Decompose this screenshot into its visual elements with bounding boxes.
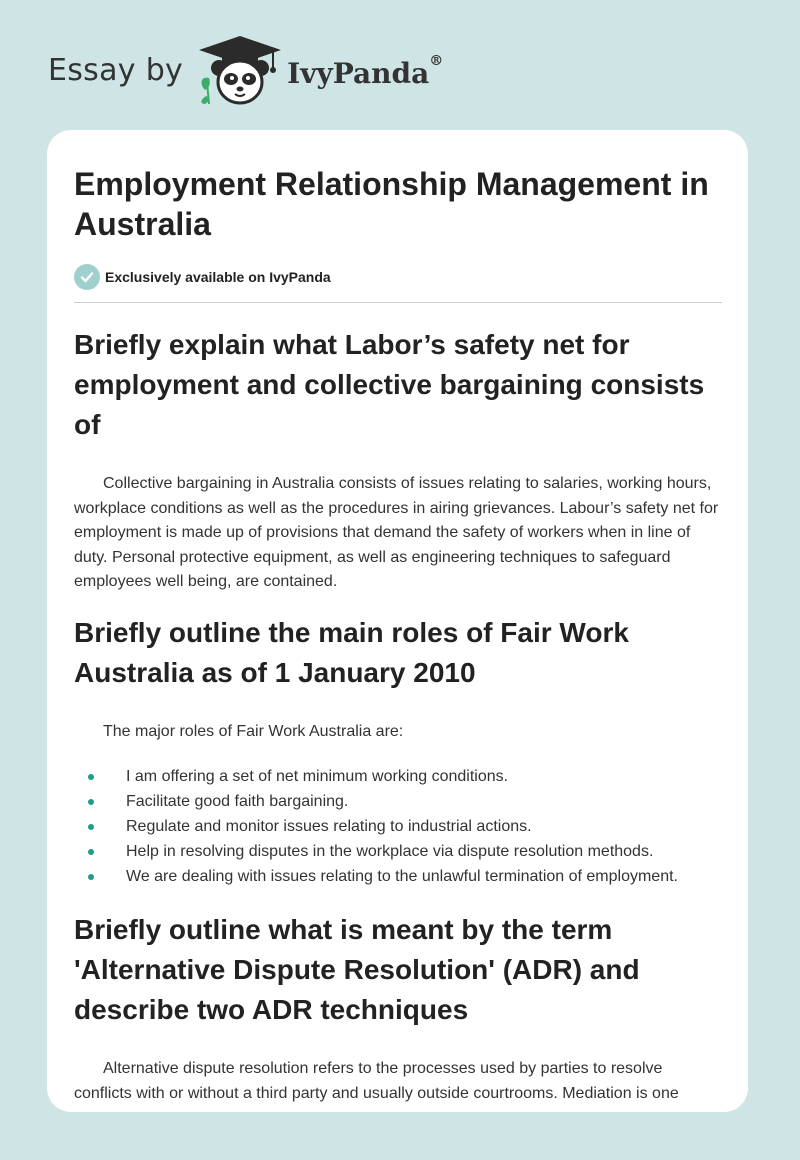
section-heading: Briefly outline the main roles of Fair Work Australia as of 1 January 2010 [74, 616, 629, 688]
check-circle-icon [74, 264, 100, 290]
roles-list [74, 764, 722, 889]
panda-logo-icon[interactable] [197, 34, 283, 106]
brand-name[interactable] [287, 52, 444, 90]
list-item: I am offering a set of net minimum working conditions. [74, 764, 722, 789]
section-heading: Briefly explain what Labor’s safety net for employment and collective bargaining consists of [74, 329, 705, 440]
section-paragraph: Alternative dispute resolution refers to the processes used by parties to resolve conflicts with or without a third party and usually outside courtrooms. Mediation is one [74, 1060, 679, 1102]
section-paragraph: The major roles of Fair Work Australia are: [103, 722, 404, 740]
essay-by-label: Essay by [48, 52, 184, 88]
list-item: Facilitate good faith bargaining. [74, 789, 722, 814]
brand-text: IvyPanda [287, 56, 430, 90]
registered-mark: ® [429, 52, 444, 69]
badge-label: Exclusively available on IvyPanda [105, 269, 331, 285]
essay-card [47, 130, 748, 1112]
list-item: We are dealing with issues relating to the unlawful termination of employment. [74, 864, 722, 889]
divider [74, 302, 722, 303]
site-header [48, 34, 443, 106]
section-heading: Briefly outline what is meant by the term 'Alternative Dispute Resolution' (ADR) and describe two ADR techniques [74, 914, 640, 1025]
exclusive-badge [74, 264, 722, 290]
list-item: Regulate and monitor issues relating to industrial actions. [74, 814, 722, 839]
page-title: Employment Relationship Management in Australia [74, 166, 709, 242]
list-item: Help in resolving disputes in the workplace via dispute resolution methods. [74, 839, 722, 864]
section-paragraph: Collective bargaining in Australia consists of issues relating to salaries, working hours, workplace conditions as well as the procedures in airing grievances. Labour’s safety net for employment is made up of provisions that demand the safety of workers when in line of duty. Personal protective equipment, as well as engineering techniques to safeguard employees well being, are contained. [74, 475, 719, 590]
